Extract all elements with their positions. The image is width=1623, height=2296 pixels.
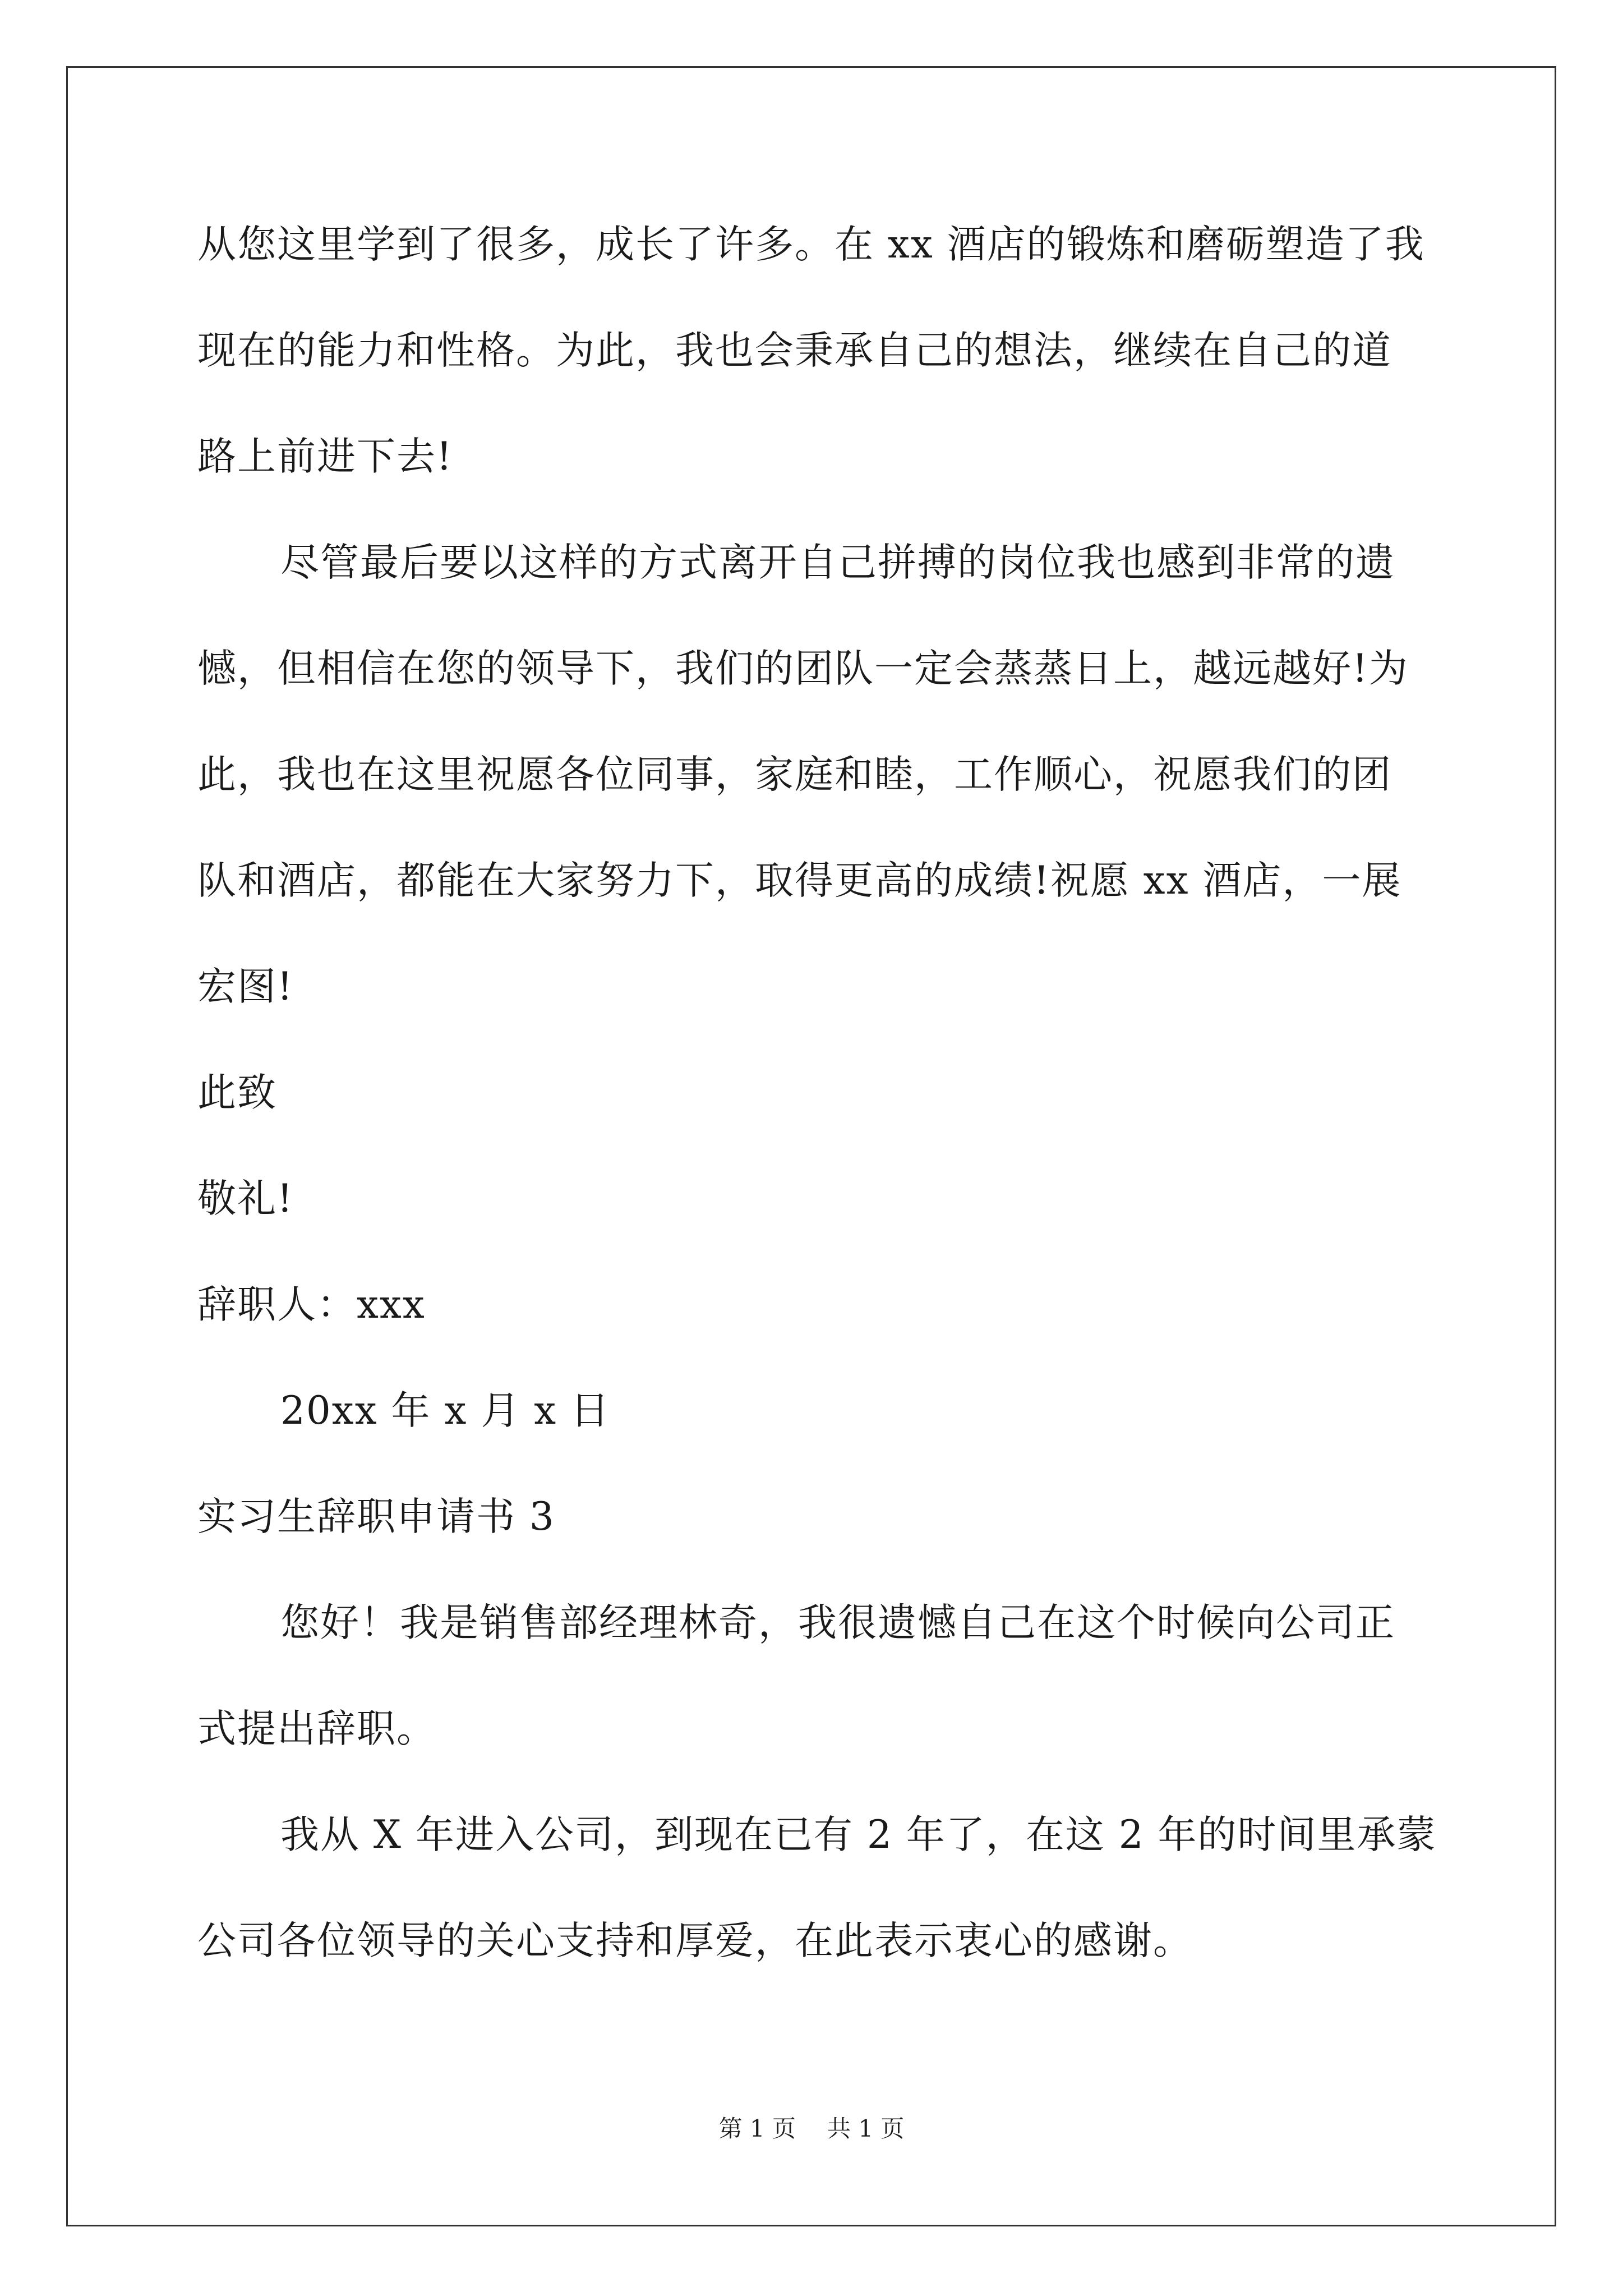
body-line-17: 公司各位领导的关心支持和厚爱，在此表示衷心的感谢。 [197,1918,1193,1963]
body-line-16: 我从 X 年进入公司，到现在已有 2 年了，在这 2 年的时间里承蒙 [280,1812,1437,1857]
page-number: 第 1 页 [718,2115,796,2142]
page-footer [0,2112,1623,2146]
body-line-1: 从您这里学到了很多，成长了许多。在 xx 酒店的锻炼和磨砺塑造了我 [197,222,1425,267]
section-title: 实习生辞职申请书 3 [197,1494,555,1539]
closing-jing-li: 敬礼! [197,1176,294,1221]
body-line-15: 式提出辞职。 [197,1706,436,1751]
body-line-14: 您好！我是销售部经理林奇，我很遗憾自己在这个时候向公司正 [280,1600,1395,1645]
body-line-2: 现在的能力和性格。为此，我也会秉承自己的想法，继续在自己的道 [197,328,1392,373]
date-line: 20xx 年 x 月 x 日 [280,1388,611,1433]
body-line-3: 路上前进下去! [197,434,453,479]
page-total: 共 1 页 [827,2115,905,2142]
body-line-7: 队和酒店，都能在大家努力下，取得更高的成绩!祝愿 xx 酒店，一展 [197,858,1402,903]
body-line-8: 宏图! [197,964,294,1009]
closing-ci-zhi: 此致 [197,1070,277,1115]
signature-line: 辞职人：xxx [197,1282,426,1327]
body-line-4: 尽管最后要以这样的方式离开自己拼搏的岗位我也感到非常的遗 [280,540,1395,585]
body-line-6: 此，我也在这里祝愿各位同事，家庭和睦，工作顺心，祝愿我们的团 [197,752,1392,797]
document-body [197,219,1437,1967]
body-line-5: 憾，但相信在您的领导下，我们的团队一定会蒸蒸日上，越远越好!为 [197,646,1409,691]
